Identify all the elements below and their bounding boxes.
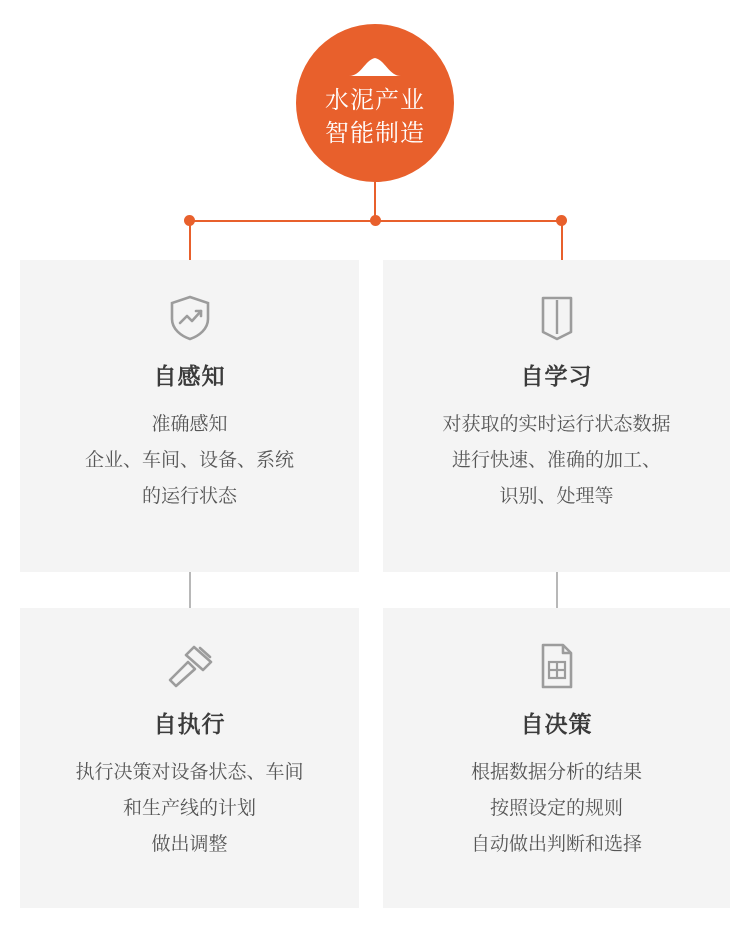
card-body-line: 根据数据分析的结果 [470,762,642,783]
hub-title-line-2: 智能制造 [325,120,425,147]
card-body-line: 进行快速、准确的加工、 [451,450,661,471]
card-self-execution[interactable] [20,608,359,908]
card-body [428,407,684,515]
card-self-perception[interactable] [20,260,359,572]
card-body-line: 识别、处理等 [499,486,614,507]
card-title: 自执行 [153,711,226,737]
connector-dot-center [370,215,381,226]
connector-drop-right [561,221,563,260]
card-body [457,755,656,863]
card-body-line: 企业、车间、设备、系统 [84,450,294,471]
card-body-line: 自动做出判断和选择 [470,834,642,855]
card-body [61,755,317,863]
card-self-learning[interactable] [383,260,730,572]
mountain-icon [347,56,403,78]
shield-chart-icon [168,294,212,342]
central-hub [296,24,454,182]
card-title: 自学习 [520,363,593,389]
hub-title-line-1: 水泥产业 [325,87,425,114]
card-body-line: 准确感知 [151,414,228,435]
book-icon [539,294,575,342]
card-body-line: 对获取的实时运行状态数据 [442,414,671,435]
card-body-line: 执行决策对设备状态、车间 [75,762,304,783]
card-body-line: 做出调整 [151,834,228,855]
card-self-decision[interactable] [383,608,730,908]
hammer-icon [164,642,216,690]
card-title: 自感知 [153,363,226,389]
document-grid-icon [537,642,577,690]
card-body-line: 按照设定的规则 [489,798,623,819]
connector-link-right [556,572,558,608]
connector-drop-left [189,221,191,260]
connector-link-left [189,572,191,608]
card-body [71,407,308,515]
card-body-line: 和生产线的计划 [122,798,256,819]
card-title: 自决策 [520,711,593,737]
card-body-line: 的运行状态 [141,486,237,507]
